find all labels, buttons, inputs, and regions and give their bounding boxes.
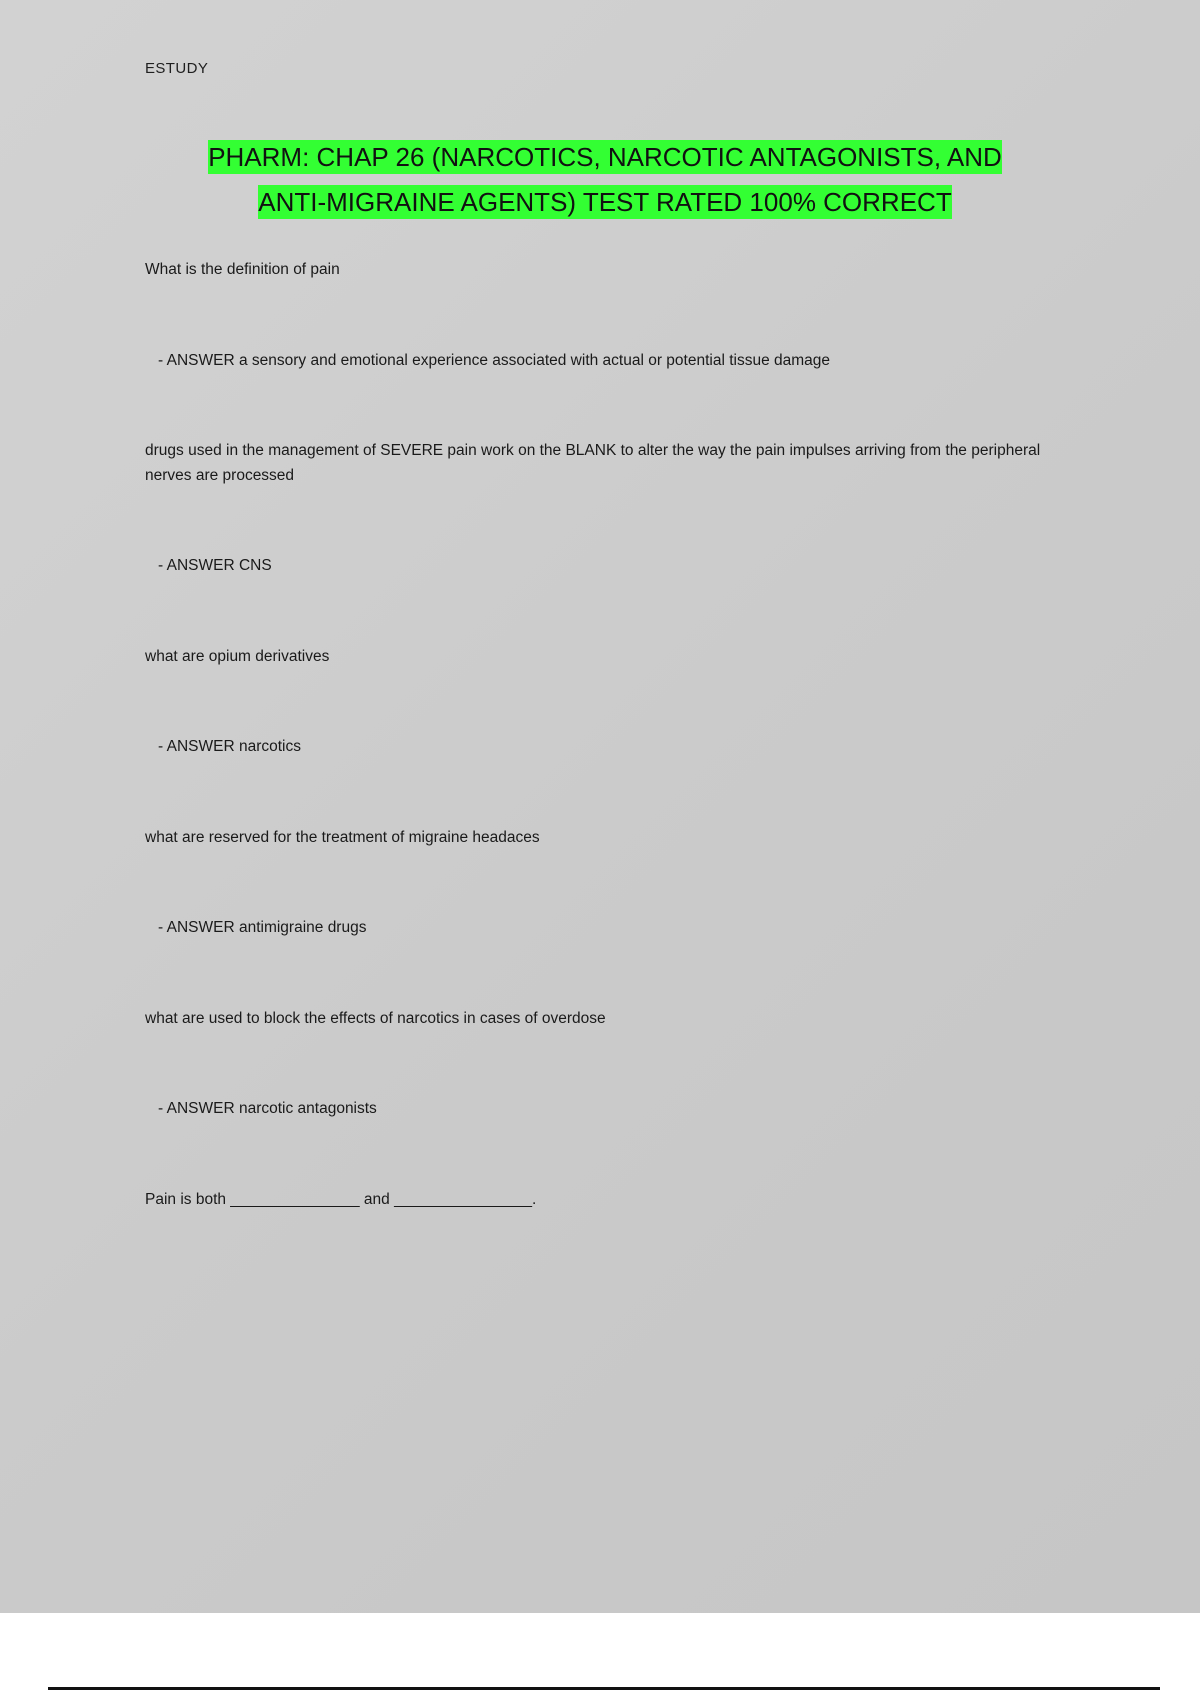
footer-divider bbox=[48, 1687, 1160, 1690]
question-text: drugs used in the management of SEVERE pain work on the BLANK to alter the way the pain impulses arriving from the peripheral nerves are processed bbox=[145, 442, 1041, 484]
answer-text: - ANSWER a sensory and emotional experience associated with actual or potential tissue damage bbox=[158, 351, 831, 369]
question-text: What is the definition of pain bbox=[145, 261, 340, 279]
page-title bbox=[145, 135, 1065, 224]
fill-in-the-blank-line: Pain is both _______________ and ________________. bbox=[145, 1190, 537, 1208]
qa-item bbox=[145, 258, 1065, 373]
page-title-line-1: PHARM: CHAP 26 (NARCOTICS, NARCOTIC ANTAGONISTS, AND bbox=[208, 142, 1002, 172]
publisher-label: ESTUDY bbox=[145, 60, 209, 77]
qa-item bbox=[145, 1007, 1065, 1122]
qa-item bbox=[145, 826, 1065, 941]
page-title-line-2: ANTI-MIGRAINE AGENTS) TEST RATED 100% CORRECT bbox=[258, 186, 952, 217]
answer-text: - ANSWER antimigraine drugs bbox=[158, 919, 367, 937]
answer-text: - ANSWER narcotics bbox=[158, 738, 301, 756]
qa-item bbox=[145, 439, 1065, 578]
qa-item bbox=[145, 645, 1065, 760]
page-content bbox=[145, 60, 1065, 1212]
question-text: what are used to block the effects of narcotics in cases of overdose bbox=[145, 1009, 606, 1027]
question-text: what are opium derivatives bbox=[145, 647, 330, 665]
answer-text: - ANSWER CNS bbox=[158, 557, 272, 575]
answer-text: - ANSWER narcotic antagonists bbox=[158, 1100, 377, 1118]
question-text: what are reserved for the treatment of migraine headaces bbox=[145, 828, 540, 846]
